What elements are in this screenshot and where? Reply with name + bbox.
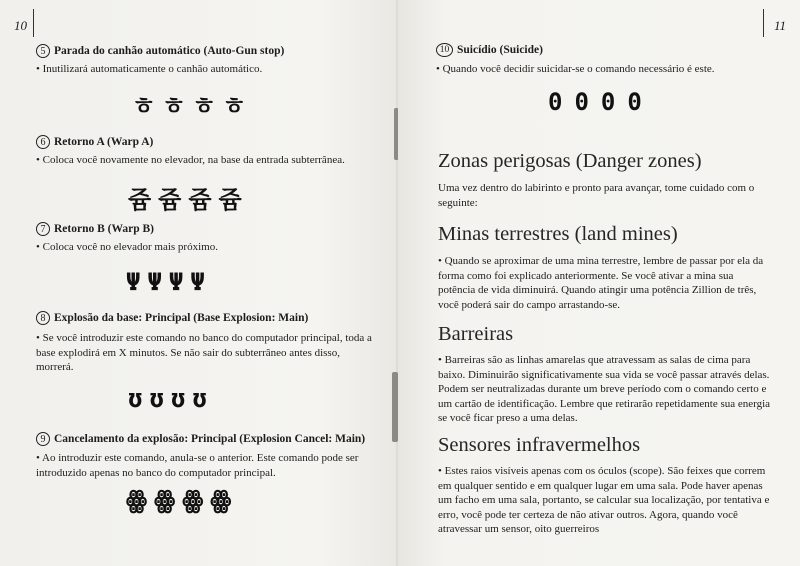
corner-rule	[763, 9, 764, 37]
command-code: 쥼쥼쥼쥼	[128, 186, 249, 214]
section-number: 9	[36, 432, 50, 446]
right-page	[398, 0, 800, 566]
section-number: 8	[36, 311, 50, 325]
section-number: 6	[36, 135, 50, 149]
section-text: • Se você introduzir este comando no banco do computador principal, toda a base explodirá em X minutos. Se não sair do subterrâneo antes disso, morrerá.	[36, 332, 372, 374]
command-code: 0000	[548, 88, 654, 116]
section-title: Retorno B (Warp B)	[54, 223, 154, 235]
land-mines-title: Minas terrestres (land mines)	[438, 223, 678, 245]
land-mines-text: • Quando se aproximar de uma mina terrestre, lembre de passar por ela da forma como foi explicado anteriormente. Se você ativar a mina sua potência de vida diminuirá. Quando atingir uma potência Zillion de três, você poderá sair do campo arrastando-se.	[438, 255, 764, 311]
barriers-title: Barreiras	[438, 323, 514, 345]
section-text: • Coloca você novamente no elevador, na base da entrada subterrânea.	[36, 154, 345, 166]
section-heading-warp-b	[36, 222, 154, 236]
section-text: • Quando você decidir suicidar-se o comando necessário é este.	[436, 63, 715, 75]
page-number: 11	[773, 18, 786, 33]
corner-rule	[33, 9, 34, 37]
infrared-sensors-text: • Estes raios visíveis apenas com os óculos (scope). São feixes que correm em qualquer sentido e em qualquer lugar em uma sala. Pode haver apenas um facho em uma sala, portanto, se calcular sua localização, por tentativa e erro, você pode ter certeza de não ativar outros. Agora, quando você atravessar um sensor, oito guerreiros	[438, 465, 770, 536]
page-number: 10	[14, 18, 27, 33]
command-code: ʊʊʊʊ	[128, 384, 214, 412]
section-title: Cancelamento da explosão: Principal (Explosion Cancel: Main)	[54, 433, 366, 445]
section-heading-base-explosion	[36, 311, 308, 325]
section-heading-warp-a	[36, 135, 153, 149]
section-title: Suicídio (Suicide)	[457, 44, 543, 56]
infrared-sensors-title: Sensores infravermelhos	[438, 434, 641, 456]
section-number: 7	[36, 222, 50, 236]
section-title: Explosão da base: Principal (Base Explosion: Main)	[54, 312, 309, 324]
command-code: ꙮꙮꙮꙮ	[126, 486, 239, 514]
danger-zones-text: Uma vez dentro do labirinto e pronto para avançar, tome cuidado com o seguinte:	[438, 182, 755, 209]
section-text: • Ao introduzir este comando, anula-se o anterior. Este comando pode ser introduzido apenas no banco do computador principal.	[36, 452, 359, 479]
section-title: Parada do canhão automático (Auto-Gun stop)	[54, 45, 285, 57]
command-code: ㅎㅎㅎㅎ	[132, 92, 253, 120]
left-page	[0, 0, 398, 566]
section-heading-auto-gun-stop	[36, 44, 284, 58]
danger-zones-title: Zonas perigosas (Danger zones)	[438, 150, 702, 172]
barriers-text: • Barreiras são as linhas amarelas que atravessam as salas de cima para baixo. Diminuirão significativamente sua vida se você passar através delas. Podem ser neutralizadas durante um breve período com o comando certo e um cartão de identificação. Lembre que retirarão repetidamente sua energia se você ficar preso a uma delas.	[438, 354, 771, 425]
command-code: ΨΨΨΨ	[126, 268, 212, 296]
section-heading-explosion-cancel	[36, 432, 365, 446]
section-heading-suicide	[436, 43, 543, 57]
section-number: 5	[36, 44, 50, 58]
section-title: Retorno A (Warp A)	[54, 136, 154, 148]
section-number: 10	[436, 43, 453, 57]
section-text: • Coloca você no elevador mais próximo.	[36, 241, 218, 253]
section-text: • Inutilizará automaticamente o canhão automático.	[36, 63, 263, 75]
